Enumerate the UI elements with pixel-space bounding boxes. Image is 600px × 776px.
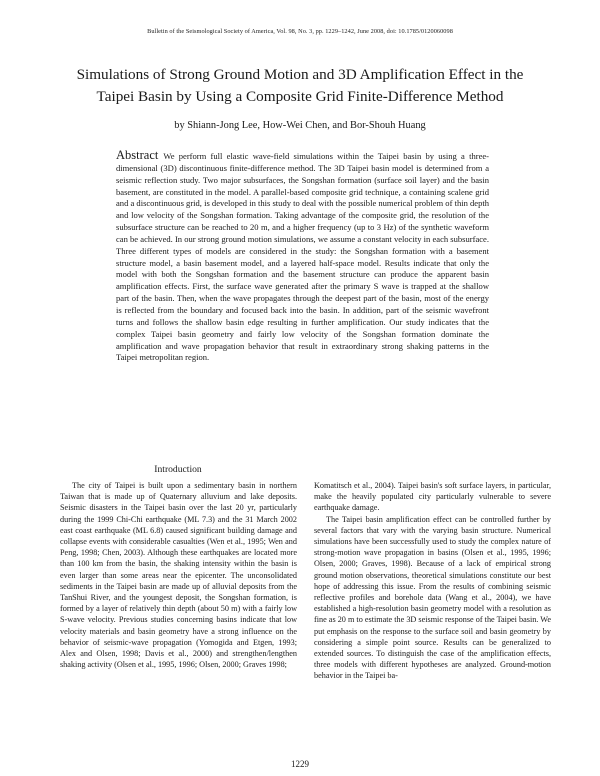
abstract xyxy=(116,150,489,364)
right-column xyxy=(314,480,551,682)
introduction-heading: Introduction xyxy=(154,464,202,475)
intro-paragraph-1: The city of Taipei is built upon a sedimentary basin in northern Taiwan that is made up of Quaternary alluvium and lake deposits. Seismic disasters in the Taipei basin over the last 20 yr, particularly during the 1999 Chi-Chi earthquake (ML 7.3) and the 31 March 2002 east coast earthquake (ML 6.8) caused significant building damage and collapse events with considerable casualties (Wen et al., 1995; Wen and Peng, 1998; Chen, 2003). Although these earthquakes are located more than 100 km from the basin, the shaking intensity within the basin is even larger than some areas near the epicenter. The unconsolidated sediments in the Taipei basin are made up of alluvial deposits from the TanShui River, and the youngest deposit, the Songshan formation, is formed by a layer of relatively thin depth (about 50 m) with a fairly low S-wave velocity. Previous studies concerning basins indicate that low velocity materials and basin geometry have a strong influence on the behavior of seismic-wave propagation (Yomogida and Etgen, 1993; Alex and Olsen, 1998; Davis et al., 2000) and strengthen/lengthen shaking activity (Olsen et al., 1995, 1996; Olsen, 2000; Graves 1998; xyxy=(60,481,297,670)
page-number: 1229 xyxy=(291,759,309,769)
abstract-label: Abstract xyxy=(116,148,159,162)
title-line-1: Simulations of Strong Ground Motion and 3D Amplification Effect in the xyxy=(76,66,524,83)
authors: by Shiann-Jong Lee, How-Wei Chen, and Bor-Shouh Huang xyxy=(174,120,426,131)
paper-title xyxy=(40,64,560,108)
intro-paragraph-1-continuation: Komatitsch et al., 2004). Taipei basin's soft surface layers, in particular, make the heavily populated city particularly vulnerable to severe earthquake damage. xyxy=(314,481,551,513)
left-column xyxy=(60,480,297,670)
running-head: Bulletin of the Seismological Society of America, Vol. 98, No. 3, pp. 1229–1242, June 2008, doi: 10.1785/0120060098 xyxy=(147,28,453,35)
abstract-text: We perform full elastic wave-field simulations within the Taipei basin by using a three-dimensional (3D) discontinuous finite-difference method. The 3D Taipei basin model is determined from a seismic reflection study. Two major subsurfaces, the Songshan formation (surface soil layer) and the basin basement, are constituted in the model. A parallel-based composite grid technique, a containing scalene grid and a discontinuous grid, is developed in this study to deal with the possible numerical problem of thin depth and low velocity of the Songshan formation. Taking advantage of the composite grid, the resolution of the subsurface structure can be reached to 20 m, and a higher frequency (up to 3 Hz) of the synthetic waveform can be achieved. In our strong ground motion simulations, we assume a constant velocity in each subsurface. Three different types of models are considered in the study: the Songshan formation with a basement structure model, a basin basement model, and a layered half-space model. Results indicate that only the model with both the Songshan formation and the basement structure can produce the apparent basin amplification effects. First, the surface wave generated after the primary S wave is trapped at the shallow part of the basin. Then, when the wave propagates through the deepest part of the basin, most of the energy is reflected from the boundary and focused back into the basin. In addition, part of the seismic wavefront turns and follows the shallow basin edge resulting in further amplification. Our study indicates that the complex Taipei basin geometry and fairly low velocity of the Songshan formation dominate the amplification and wave propagation behavior that result in extraordinary strong shaking patterns in the Taipei metropolitan region. xyxy=(116,151,489,363)
title-line-2: Taipei Basin by Using a Composite Grid Finite-Difference Method xyxy=(96,88,504,105)
intro-paragraph-2: The Taipei basin amplification effect can be controlled further by several factors that vary with the varying basin structure. Numerical simulations have been successfully used to study the complex nature of strong-motion wave propagation in basins (Olsen et al., 1995, 1996; Olsen, 2000; Graves, 1998). Because of a lack of empirical strong ground motion observations, theoretical simulations constitute our best hope of addressing this issue. From the results of combining seismic reflective profiles and borehole data (Wang et al., 2004), we have established a high-resolution basin geometry model with a resolution as fine as 20 m to estimate the 3D seismic response of the Taipei basin. We put emphasis on the response to the surface soil and basin geometry by considering a simple point source. Results can be generalized to extended sources. To distinguish the case of the amplification effects, three models with different hypotheses are analyzed. Ground-motion behavior in the Taipei ba- xyxy=(314,514,551,681)
